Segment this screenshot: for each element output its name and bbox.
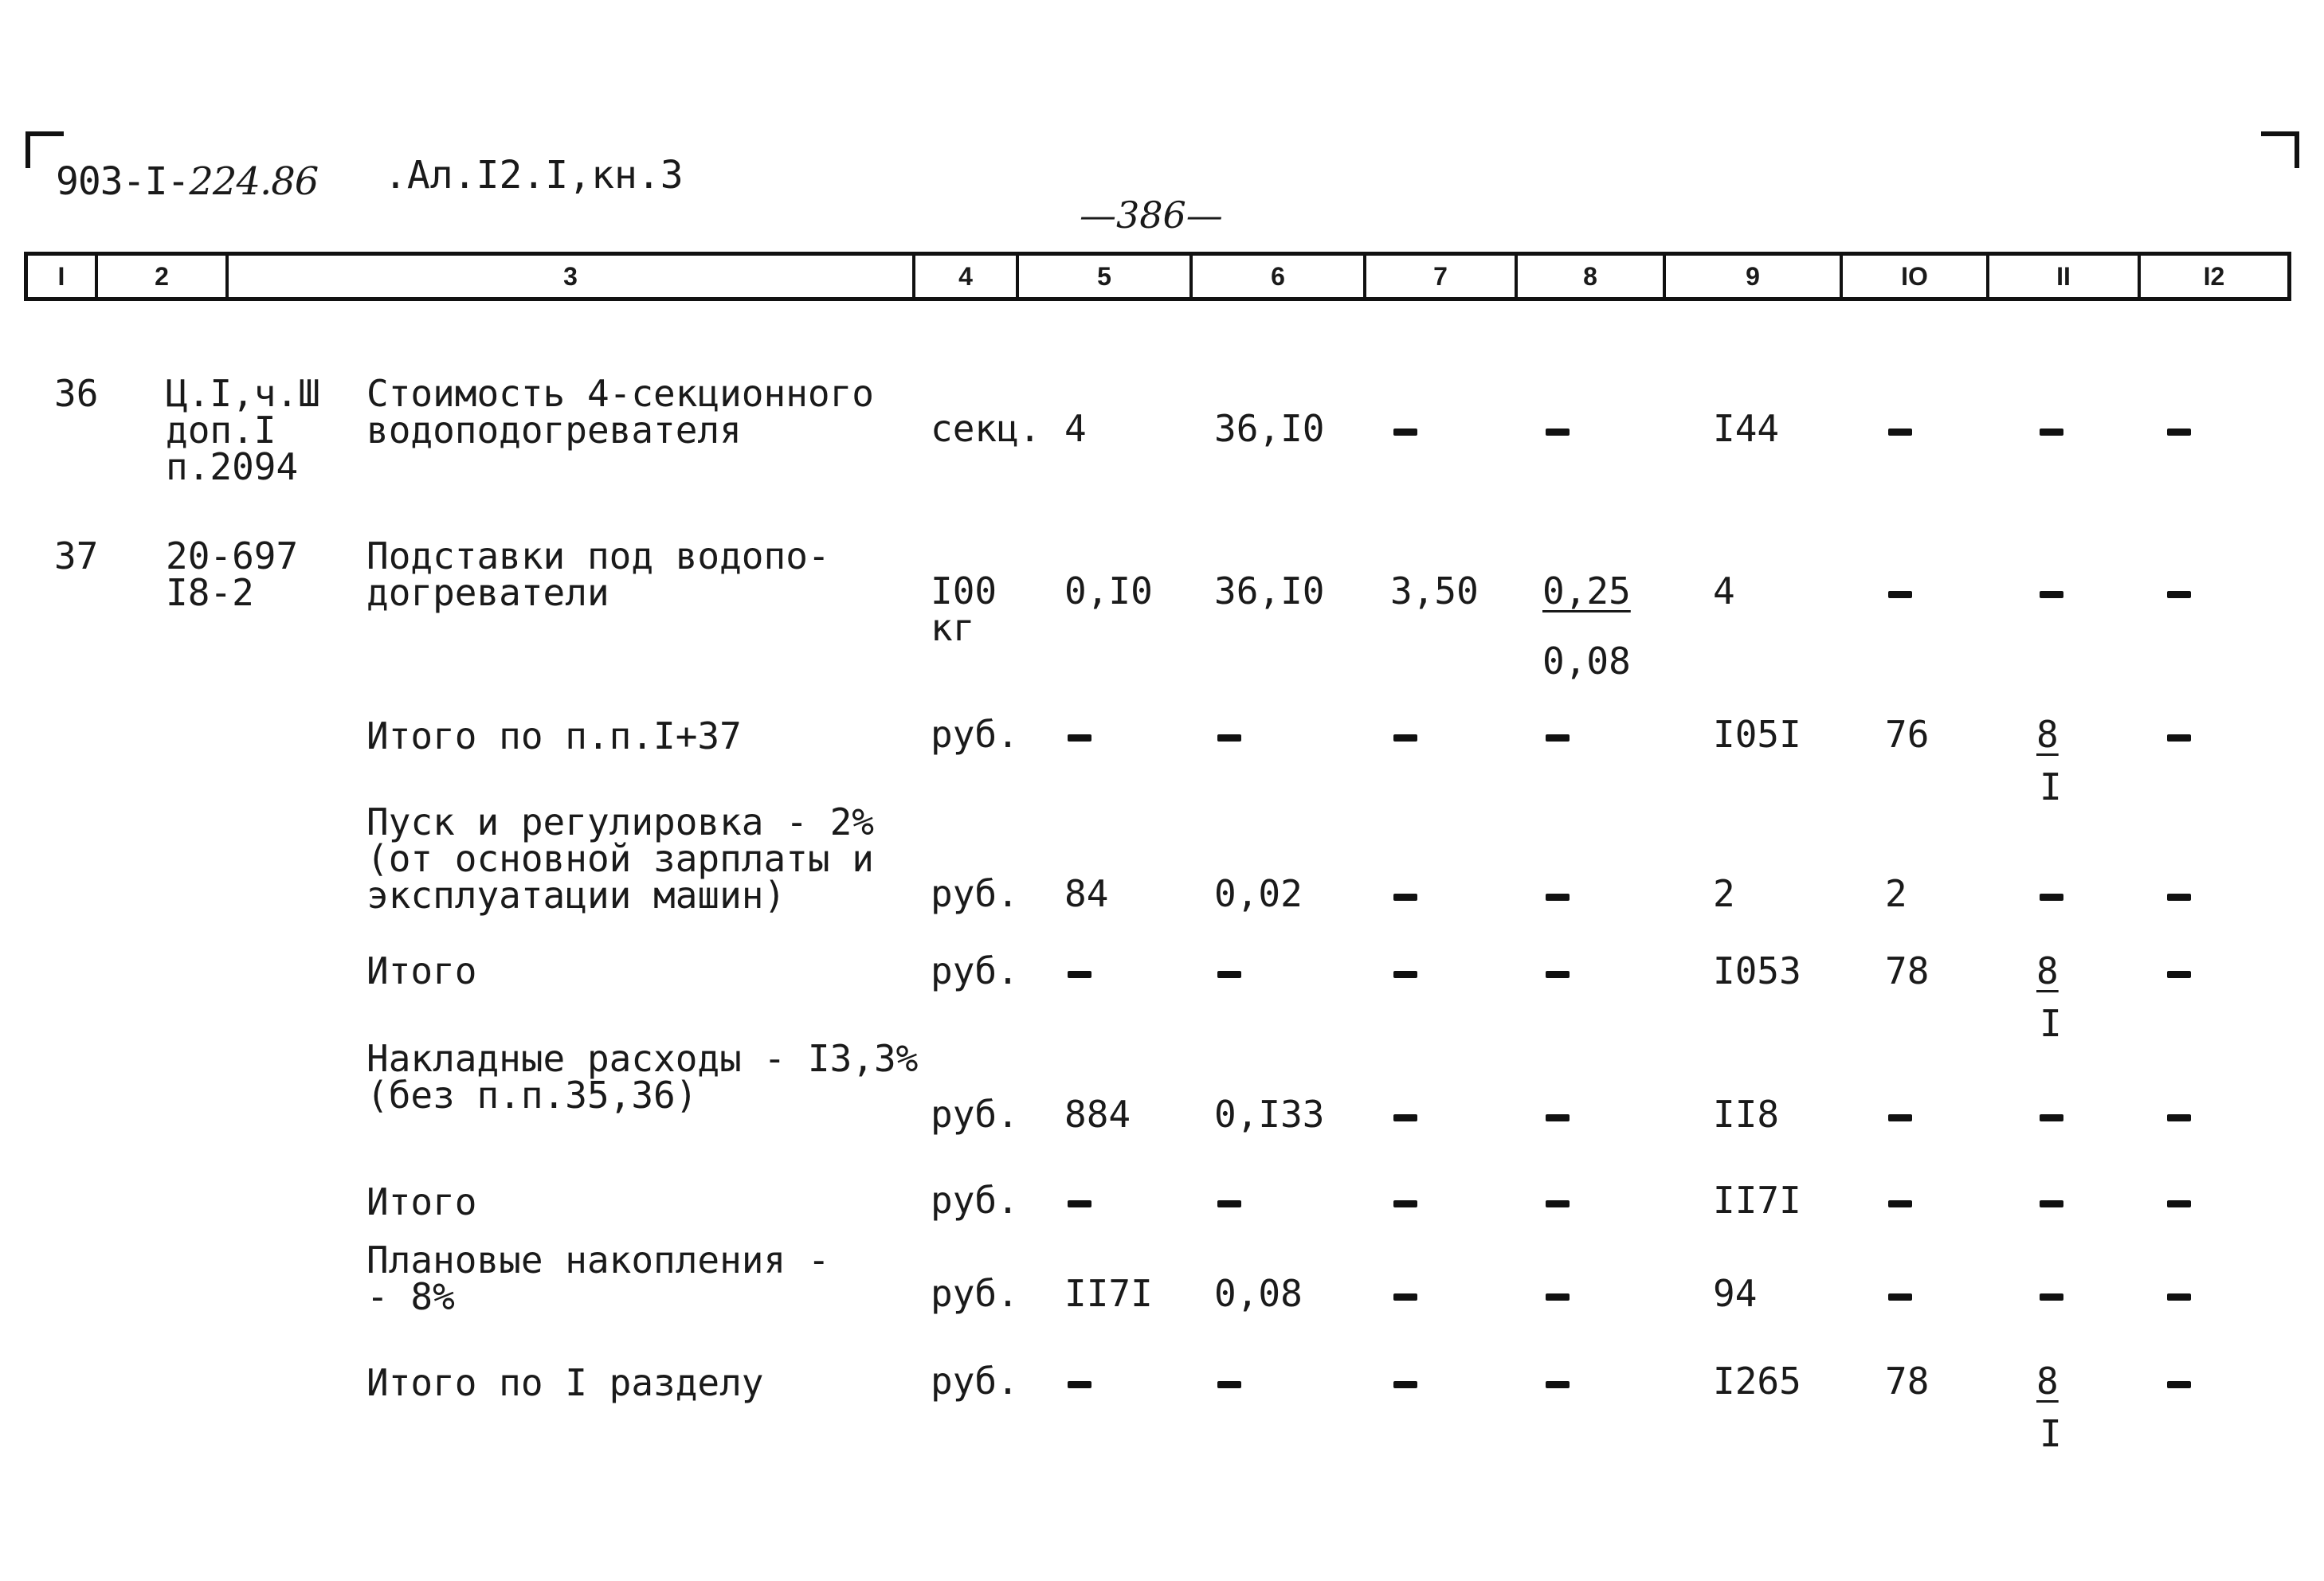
column-header-3: 3 [229,256,915,297]
album-reference: .Ал.I2.I,кн.3 [384,153,684,198]
cell-c7-dash [1393,1114,1417,1121]
cell-c7-dash [1393,1200,1417,1207]
cell-c6: 36,I0 [1214,407,1325,450]
column-header-11: II [1989,256,2141,297]
cell-c8-dash [1546,734,1570,742]
cell-c9: I053 [1713,949,1801,992]
cell-c9: 94 [1713,1272,1758,1315]
description-line: Итого по I разделу [366,1361,764,1404]
cell-c7-dash [1393,971,1417,978]
cell-c11-dash [2040,1114,2063,1121]
cell-c10-dash [1888,1293,1912,1301]
unit-label: I00 [931,569,997,612]
cell-c12-dash [2167,894,2191,901]
cell-c11: 8 [2036,1360,2059,1403]
row-number: 36 [54,372,99,415]
cell-c8-dash [1546,971,1570,978]
cell-c5-dash [1068,971,1091,978]
cell-c5-dash [1068,1200,1091,1207]
description-line: эксплуатации машин) [366,874,786,917]
cell-c9: I265 [1713,1360,1801,1403]
document-code-prefix: 903-I- [56,159,190,204]
cell-c11-dash [2040,894,2063,901]
unit-label: руб. [931,949,1019,992]
column-header-5: 5 [1019,256,1193,297]
description-line: Накладные расходы - I3,3% [366,1037,919,1080]
cell-c11-dash [2040,1293,2063,1301]
cell-c5: 0,I0 [1064,569,1153,612]
cell-c6: 36,I0 [1214,569,1325,612]
cell-c5-dash [1068,734,1091,742]
column-header-6: 6 [1193,256,1366,297]
cell-c11: 8 [2036,713,2059,756]
cell-c10-dash [1888,1114,1912,1121]
description-line: Итого [366,1180,477,1223]
cell-c6-dash [1217,1381,1241,1388]
cell-c10: 78 [1885,1360,1930,1403]
description-line: Итого [366,949,477,992]
cell-c5: 4 [1064,407,1087,450]
unit-label: руб. [931,1093,1019,1136]
cell-c12-dash [2167,1381,2191,1388]
description-line: - 8% [366,1275,455,1318]
unit-label: кг [931,606,975,649]
cell-c8-dash [1546,1381,1570,1388]
cell-c7-dash [1393,894,1417,901]
description-line: Итого по п.п.I+37 [366,714,742,757]
cell-c8-dash [1546,1293,1570,1301]
cell-c6: 0,08 [1214,1272,1303,1315]
cell-c12-dash [2167,1114,2191,1121]
cell-c8-dash [1546,429,1570,436]
cell-c6-dash [1217,734,1241,742]
cell-c5-dash [1068,1381,1091,1388]
unit-label: руб. [931,1360,1019,1403]
cell-c11-secondary: I [2040,1002,2062,1045]
cell-c9: 2 [1713,872,1735,915]
cell-c8-secondary: 0,08 [1542,640,1631,683]
norm-code-line: 20-697 [166,534,299,577]
cell-c11-secondary: I [2040,1412,2062,1455]
column-header-4: 4 [915,256,1019,297]
cell-c7-dash [1393,1381,1417,1388]
column-header-7: 7 [1366,256,1518,297]
unit-label: секц. [931,407,1041,450]
cell-c12-dash [2167,591,2191,598]
cell-c8: 0,25 [1542,569,1631,612]
description-line: Пуск и регулировка - 2% [366,800,874,843]
cell-c11-dash [2040,591,2063,598]
column-header-9: 9 [1666,256,1843,297]
cell-c10-dash [1888,1200,1912,1207]
description-line: (без п.п.35,36) [366,1074,698,1117]
unit-label: руб. [931,713,1019,756]
cell-c5: 84 [1064,872,1109,915]
cell-c7-dash [1393,1293,1417,1301]
cell-c6: 0,02 [1214,872,1303,915]
cell-c10: 78 [1885,949,1930,992]
cell-c7: 3,50 [1390,569,1479,612]
description-line: догреватели [366,571,609,614]
cell-c11-secondary: I [2040,765,2062,808]
page-number: —386— [1080,194,1223,237]
column-header-10: IO [1843,256,1989,297]
cell-c8-dash [1546,1200,1570,1207]
column-header-1: I [28,256,98,297]
cell-c8-dash [1546,1114,1570,1121]
cell-c11-dash [2040,429,2063,436]
cell-c10: 76 [1885,713,1930,756]
unit-label: руб. [931,872,1019,915]
cell-c12-dash [2167,1293,2191,1301]
cell-c5: 884 [1064,1093,1131,1136]
description-line: Плановые накопления - [366,1239,830,1282]
unit-label: руб. [931,1179,1019,1222]
cell-c12-dash [2167,429,2191,436]
norm-code-line: доп.I [166,409,276,452]
cell-c9: 4 [1713,569,1735,612]
cell-c12-dash [2167,1200,2191,1207]
unit-label: руб. [931,1272,1019,1315]
document-code [56,159,318,204]
column-header-2: 2 [98,256,229,297]
cell-c8-dash [1546,894,1570,901]
cell-c11-dash [2040,1200,2063,1207]
norm-code-line: I8-2 [166,571,254,614]
column-number-bar [24,252,2291,301]
description-line: Подставки под водопо- [366,534,830,577]
cell-c12-dash [2167,734,2191,742]
description-line: водоподогревателя [366,409,742,452]
corner-mark-top-right [2261,131,2299,168]
cell-c7-dash [1393,734,1417,742]
description-line: Стоимость 4-секционного [366,372,874,415]
cell-c9: II7I [1713,1179,1801,1222]
cell-c6-dash [1217,971,1241,978]
cell-c12-dash [2167,971,2191,978]
column-header-8: 8 [1518,256,1666,297]
norm-code-line: Ц.I,ч.Ш [166,372,320,415]
cell-c6-dash [1217,1200,1241,1207]
cell-c7-dash [1393,429,1417,436]
cell-c6: 0,I33 [1214,1093,1325,1136]
document-code-handwritten: 224.86 [189,159,319,204]
cell-c11: 8 [2036,949,2059,992]
column-header-12: I2 [2203,261,2225,291]
cell-c10-dash [1888,591,1912,598]
cell-c9: II8 [1713,1093,1780,1136]
row-number: 37 [54,534,99,577]
cell-c9: I44 [1713,407,1780,450]
description-line: (от основной зарплаты и [366,837,874,880]
cell-c10: 2 [1885,872,1907,915]
norm-code-line: п.2094 [166,445,299,488]
cell-c9: I05I [1713,713,1801,756]
cell-c10-dash [1888,429,1912,436]
cell-c5: II7I [1064,1272,1153,1315]
